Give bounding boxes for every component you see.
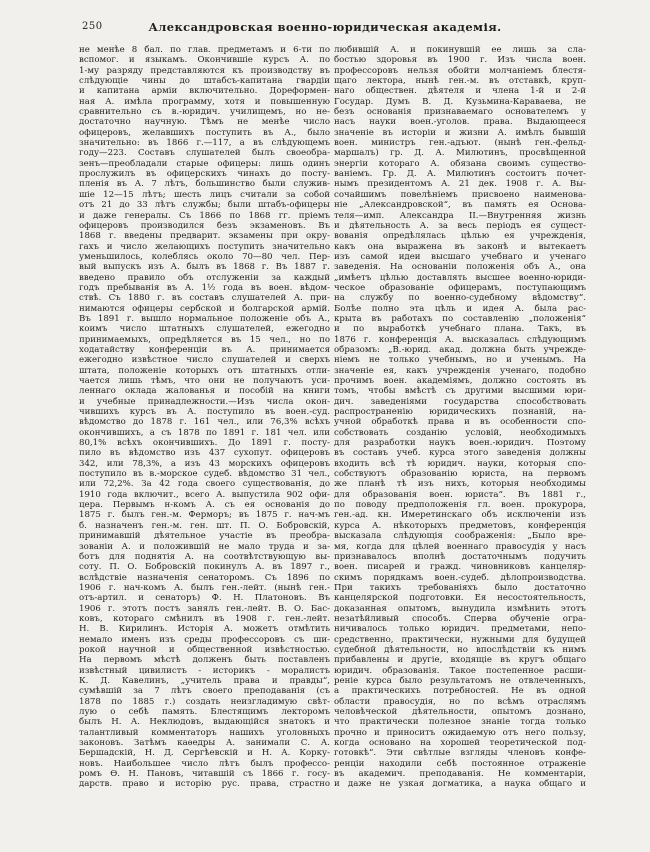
text-line: Болѣе полно эта цѣль и идея А. была рас- [334, 303, 586, 314]
text-line: средственно, практически, нужными для будущей [334, 634, 586, 645]
text-line: ходатайству конференціи въ А. принимается [79, 344, 330, 355]
text-line: ген.-ад. кн. Имеретинскаго объ исключеніи изъ [334, 510, 586, 521]
text-line: дарств. право и исторію рус. права, страстно [79, 779, 330, 790]
text-line: чается лишь тѣмъ, что они не получаютъ уси- [79, 376, 330, 386]
text-line: годъ пребыванія въ А. 1½ года въ воен. вѣдом- [79, 282, 330, 293]
text-line: безъ основанія признаваемаго основателемъ у [334, 107, 586, 118]
text-line: Государ. Думъ В. Д. Кузьмина-Караваева, не [334, 96, 586, 107]
text-line: реніе курса было результатомъ не отвлеченныхъ, [334, 675, 586, 686]
text-line: ная А. имѣла программу, хотя и повышенную [79, 96, 330, 107]
text-line: значительно: въ 1866 г.—117, а въ слѣдующемъ [79, 138, 330, 149]
text-line: ковъ, котораго смѣнилъ въ 1908 г. ген.-лейт. [79, 613, 330, 624]
text-line: слѣдующіе чины до штабсъ-капитана гвардіи [79, 76, 330, 87]
text-line: немало именъ изъ среды профессоровъ съ ши- [79, 634, 330, 645]
text-line: сравнительно съ в.-юридич. училищемъ, но не- [79, 107, 330, 118]
text-line: ежегодно извѣстное число слушателей и сверхъ [79, 355, 330, 366]
text-line: дич. заведеніями государства способствовать [334, 396, 586, 407]
text-line: собствуютъ образованію юриста, на первомъ [334, 469, 586, 480]
text-line: наго обществен. дѣятеля и члена 1-й и 2-й [334, 86, 586, 97]
text-line: новъ. Наибольшее число лѣтъ былъ профессо- [79, 758, 330, 769]
text-line: зенъ—преобладали старые офицеры: лишь одинъ [79, 158, 330, 169]
text-line: ческое образованіе офицерамъ, поступающимъ [334, 282, 586, 293]
page-number: 250 [82, 21, 103, 32]
text-line: когда основано на хорошей теоретической под- [334, 738, 586, 749]
text-line: заведенія. На основаніи положенія объ А., она [334, 262, 586, 273]
text-line: и дѣятельность А. за весь періодъ ея сущест- [334, 220, 586, 231]
text-line: шіе 12—15 лѣтъ; шесть лицъ считали за собой [79, 189, 330, 200]
text-line: профессоровъ нельзя обойти молчаніемъ блестя- [334, 65, 586, 76]
text-line: былъ Н. А. Неклюдовъ, выдающійся знатокъ и [79, 717, 330, 728]
text-line: 80,1% всѣхъ окончившихъ. До 1891 г. посту- [79, 438, 330, 449]
text-line: человѣческой дѣятельности, опытомъ дознано, [334, 707, 586, 717]
text-line: воен. министръ ген.-адъют. (нынѣ ген.-фельд- [334, 138, 586, 149]
text-line: вованія опредѣлялась цѣлью ея учрежденія, [334, 231, 586, 242]
text-line: 1906 г. этотъ постъ занялъ ген.-лейт. В. О. Бас- [79, 603, 330, 614]
text-line: ничивалось только юридич. предметами, непо- [334, 624, 586, 635]
text-line: вѣдомство до 1878 г. 161 чел., или 76,3% всѣхъ [79, 417, 330, 428]
text-line: и даже не узкая догматика, а наука общаго и [334, 779, 586, 790]
text-line: законовъ. Затѣмъ каѳедры А. занимали С. А. [79, 738, 330, 749]
text-line: распространенію юридическихъ познаній, на- [334, 407, 586, 418]
text-line: офицеровъ производился безъ экзаменовъ. Въ [79, 220, 330, 231]
text-line: соту. П. О. Бобровскій покинулъ А. въ 1897 г., [79, 562, 330, 573]
text-line: леннаго оклада жалованья и пособій на книги [79, 386, 330, 397]
text-line: маршалъ) гр. Д. А. Милютинъ, просвѣщенной [334, 148, 586, 159]
text-line: вспомог. и языкамъ. Окончившіе курсъ А. по [79, 55, 330, 66]
text-line: лую о себѣ память. Блестящимъ лекторомъ [79, 707, 330, 717]
text-line: вый выпускъ изъ А. былъ въ 1868 г. Въ 1887 г. [79, 262, 330, 273]
text-line: достаточно научную. Тѣмъ не менѣе число [79, 117, 330, 128]
text-line: курса А. нѣкоторыхъ предметовъ, конференція [334, 520, 586, 531]
text-line: 1910 года включит., всего А. выпустила 902 офи- [79, 489, 330, 500]
text-line: нымъ президентомъ А. 21 дек. 1908 г. А. Вы- [334, 179, 586, 190]
text-line: ботъ для поднятія А. на соотвѣтствующую вы- [79, 551, 330, 562]
text-line: что практически полезное знаніе тогда только [334, 717, 586, 728]
text-line: прочимъ воен. академіямъ, должно состоять въ [334, 376, 586, 386]
text-line: гахъ и число желающихъ поступить значительно [79, 241, 330, 252]
text-line: значеніе ея, какъ учрежденія ученаго, подобно [334, 365, 586, 376]
text-line: на службу по военно-судебному вѣдомству“. [334, 293, 586, 304]
text-column-right [334, 45, 586, 790]
text-line: сочайшимъ повелѣніемъ присвоено наименова- [334, 189, 586, 200]
text-line: 1876 г. конференція А. высказалась слѣдующимъ [334, 334, 586, 345]
text-line: теля—имп. Александра II.—Внутренняя жизнь [334, 210, 586, 221]
text-line: прочно и приноситъ ожидаемую отъ него пользу, [334, 727, 586, 738]
text-line: учной обработкѣ права и въ особенности спо- [334, 417, 586, 428]
text-line: и по выработкѣ учебнаго плана. Такъ, въ [334, 324, 586, 335]
text-line: К. Д. Кавелинъ, „учитель права и правды“, [79, 675, 330, 686]
text-line: и даже генералы. Съ 1866 по 1868 гг. пріемъ [79, 210, 330, 221]
text-line: щаго лектора, нынѣ ген.-м. въ отставкѣ, круп- [334, 76, 586, 87]
text-line: воен. писарей и гражд. чиновниковъ канцеляр- [334, 562, 586, 573]
text-line: ваніемъ. Гр. Д. А. Милютинъ состоитъ почет- [334, 169, 586, 180]
text-line: штата, положеніе которыхъ отъ штатныхъ отли- [79, 365, 330, 376]
text-line: энергіи котораго А. обязана своимъ существо- [334, 158, 586, 169]
text-line: чившихъ курсъ въ А. поступило въ воен.-суд. [79, 407, 330, 418]
text-line: области правосудія, но по всѣмъ отраслямъ [334, 696, 586, 707]
text-line: рокой научной и общественной извѣстностью. [79, 644, 330, 655]
text-line: же планѣ тѣ изъ нихъ, которыя необходимы [334, 479, 586, 490]
text-line: для разработки наукъ воен.-юридич. Поэтому [334, 438, 586, 449]
text-line: зованіи А. и положившій не мало труда и за- [79, 541, 330, 552]
text-line: прослужилъ въ офицерскихъ чинахъ до посту- [79, 169, 330, 180]
text-line: уменьшилось, колеблясь около 70—80 чел. Пер- [79, 251, 330, 262]
text-line: сумѣвшій за 7 лѣтъ своего преподаванія (съ [79, 686, 330, 697]
text-line: доказанная опытомъ, вынудила измѣнить этотъ [334, 603, 586, 614]
text-line: высказала слѣдующія соображенія: „Было вре- [334, 531, 586, 542]
text-line: отъ 21 до 33 лѣтъ службы; были штабъ-офицеры [79, 200, 330, 211]
text-line: какъ она выражена въ законѣ и вытекаетъ [334, 241, 586, 252]
text-line: Въ 1891 г. вышло нормальное положеніе объ А., [79, 313, 330, 324]
text-line: 1906 г. нач-комъ А. былъ ген.-лейт. (нынѣ ген.- [79, 582, 330, 593]
text-line: „имѣетъ цѣлью доставлять высшее военно-юриди- [334, 272, 586, 283]
text-line: мя, когда для цѣлей военнаго правосудія у насъ [334, 541, 586, 552]
text-line: ніемъ не только учебнымъ, но и ученымъ. На [334, 355, 586, 366]
text-line: прибавлены и другіе, входящіе въ кругъ общаго [334, 655, 586, 666]
text-line: Н. В. Кирилинъ. Исторія А. можетъ отмѣтить [79, 624, 330, 635]
text-line: б. назначенъ ген.-м. ген. шт. П. О. Бобровскій, [79, 520, 330, 531]
text-line: цера. Первымъ н-комъ А. съ ея основанія до [79, 500, 330, 511]
text-line: принимавшій дѣятельное участіе въ преобра- [79, 531, 330, 542]
text-line: ромъ Ѳ. Н. Пановъ, читавшій съ 1866 г. госу- [79, 769, 330, 780]
text-line: нимаются офицеры сербской и болгарской армій. [79, 303, 330, 314]
text-line: талантливый комментаторъ нашихъ уголовныхъ [79, 727, 330, 738]
text-line: окончившихъ, а съ 1878 по 1891 г. 181 чел. или [79, 427, 330, 438]
text-line: принимаемыхъ, опредѣляется въ 15 чел., но по [79, 334, 330, 345]
text-line: пленія въ А. 7 лѣтъ, большинство были служив- [79, 179, 330, 190]
text-line: судебной дѣятельности, но впослѣдствіи къ нимъ [334, 644, 586, 655]
text-line: При такихъ требованіяхъ было достаточно [334, 582, 586, 593]
text-line: и учебные принадлежности.—Изъ числа окон- [79, 396, 330, 407]
text-line: ренціи находили себѣ постоянное отраженіе [334, 758, 586, 769]
text-line: или 72,2%. За 42 года своего существованія, до [79, 479, 330, 490]
text-line: офицеровъ, желавшихъ поступить въ А., было [79, 127, 330, 138]
text-line: любившій А. и покинувшій ее лишь за сла- [334, 45, 586, 55]
text-line: году—223. Составъ слушателей былъ своеобра- [79, 148, 330, 159]
text-line: не менѣе 8 бал. по глав. предметамъ и 6-ти по [79, 45, 330, 55]
text-line: томъ, чтобы вмѣстѣ съ другими высшими юри- [334, 386, 586, 397]
text-line: введено правило объ отслуженіи за каждый [79, 272, 330, 283]
text-line: изъ самой идеи высшаго учебнаго и ученаго [334, 251, 586, 262]
text-line: На первомъ мѣстѣ долженъ быть поставленъ [79, 655, 330, 666]
text-line: насъ науки воен.-уголов. права. Выдающееся [334, 117, 586, 128]
text-line: готовкѣ“. Эти свѣтлые взгляды членовъ конфе- [334, 748, 586, 759]
text-line: 1875 г. былъ ген.-м. Ферморъ; въ 1875 г. нач-мъ [79, 510, 330, 521]
text-line: по поводу предположенія гл. воен. прокурора, [334, 500, 586, 511]
text-line: ствѣ. Съ 1880 г. въ составъ слушателей А. при- [79, 293, 330, 304]
text-line: образомъ: „В.-юрид. акад. должна быть учрежде- [334, 344, 586, 355]
text-line: юридич. образованія. Такое постепенное расши- [334, 665, 586, 676]
text-line: 1868 г. введены предварит. экзамены при окру- [79, 231, 330, 242]
text-line: скимъ порядкамъ воен.-судеб. дѣлопроизводства. [334, 572, 586, 583]
text-line: отъ-артил. и сенаторъ) Ф. Н. Платоновъ. Въ [79, 593, 330, 604]
text-line: для образованія воен. юриста“. Въ 1881 г., [334, 489, 586, 500]
text-line: поступило въ в.-морское судеб. вѣдомство 31 чел., [79, 469, 330, 480]
text-line: и капитана арміи включительно. Дореформен- [79, 86, 330, 97]
page-title: Александровская военно-юридическая академія. [148, 20, 502, 34]
text-line: собствовать созданію условій, необходимыхъ [334, 427, 586, 438]
text-line: ніе „Александровской“, въ память ея Основа- [334, 200, 586, 211]
text-line: значеніе въ исторіи и жизни А. имѣлъ бывшій [334, 127, 586, 138]
text-line: 342, или 78,3%, а изъ 43 морскихъ офицеровъ [79, 458, 330, 469]
text-line: бостью здоровья въ 1900 г. Изъ числа воен. [334, 55, 586, 66]
text-line: пило въ вѣдомство изъ 437 сухопут. офицеровъ [79, 448, 330, 459]
text-line: признавалось вполнѣ достаточнымъ подучить [334, 551, 586, 562]
text-line: извѣстный цивилистъ - историкъ - моралистъ [79, 665, 330, 676]
text-line: въ составъ учеб. курса этого заведенія должны [334, 448, 586, 459]
text-column-left [79, 45, 330, 790]
text-line: а практическихъ потребностей. Не въ одной [334, 686, 586, 697]
text-line: 1878 по 1885 г.) создать неизгладимую свѣт- [79, 696, 330, 707]
text-line: Бершадскій, Н. Д. Сергѣевскій и Н. А. Корку- [79, 748, 330, 759]
text-line: въ академич. преподаванія. Не комментаріи, [334, 769, 586, 780]
text-line: вслѣдствіе назначенія сенаторомъ. Съ 1896 по [79, 572, 330, 583]
text-line: крыта въ работахъ по составленію „положенія“ [334, 313, 586, 324]
text-line: коимъ число штатныхъ слушателей, ежегодно [79, 324, 330, 335]
text-line: входить всѣ тѣ юридич. науки, которыя спо- [334, 458, 586, 469]
text-line: канцелярской подготовки. Ея несостоятельность, [334, 593, 586, 604]
text-line: 1-му разряду представляются къ производству въ [79, 65, 330, 76]
text-line: незатѣйливый способъ. Сперва обученіе огра- [334, 613, 586, 624]
